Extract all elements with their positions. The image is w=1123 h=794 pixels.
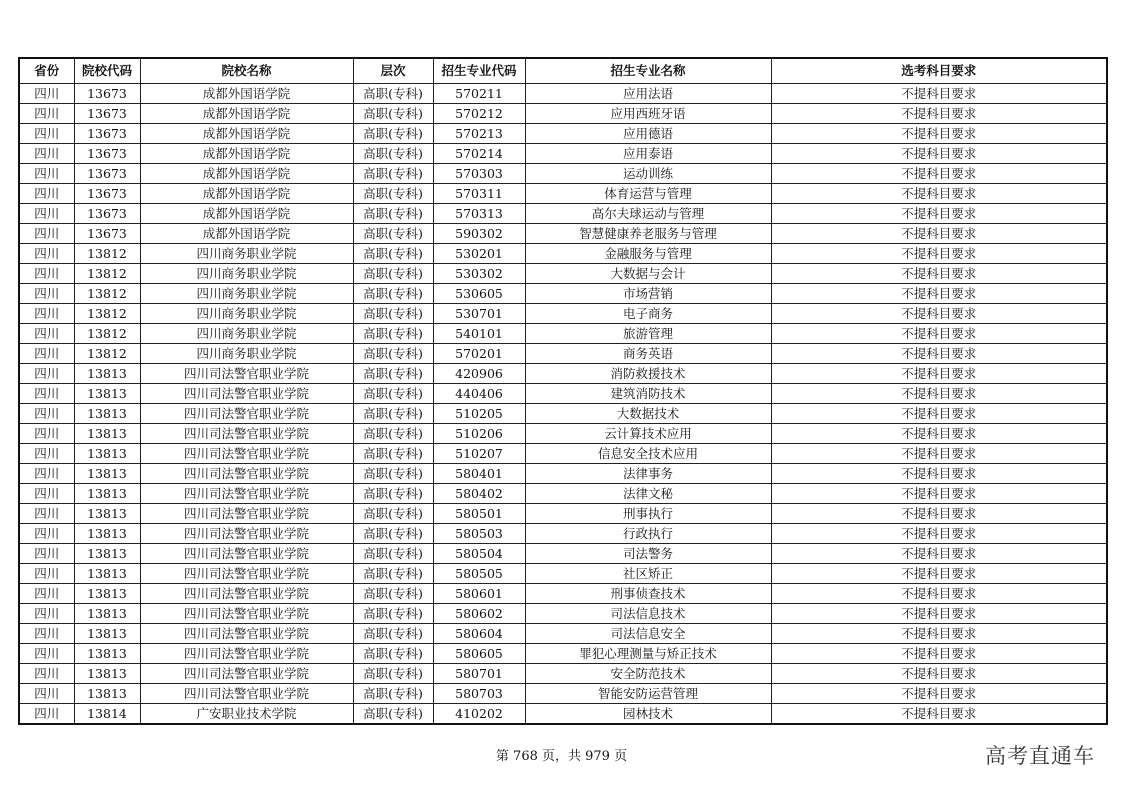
- cell-school-name: 四川司法警官职业学院: [140, 584, 353, 604]
- cell-major-code: 570213: [433, 124, 525, 144]
- header-major-code: 招生专业代码: [433, 58, 525, 84]
- cell-major-code: 580402: [433, 484, 525, 504]
- cell-major-code: 580504: [433, 544, 525, 564]
- cell-school-name: 广安职业技术学院: [140, 704, 353, 725]
- cell-school-code: 13813: [74, 664, 140, 684]
- cell-major-code: 530701: [433, 304, 525, 324]
- cell-major-code: 540101: [433, 324, 525, 344]
- cell-major-name: 旅游管理: [525, 324, 771, 344]
- cell-subject-requirement: 不提科目要求: [771, 544, 1107, 564]
- cell-level: 高职(专科): [353, 424, 433, 444]
- cell-subject-requirement: 不提科目要求: [771, 164, 1107, 184]
- cell-subject-requirement: 不提科目要求: [771, 84, 1107, 104]
- cell-major-code: 440406: [433, 384, 525, 404]
- cell-level: 高职(专科): [353, 324, 433, 344]
- cell-subject-requirement: 不提科目要求: [771, 264, 1107, 284]
- cell-school-code: 13813: [74, 544, 140, 564]
- cell-major-name: 刑事执行: [525, 504, 771, 524]
- table-row: [19, 264, 1107, 284]
- cell-province: 四川: [19, 264, 74, 284]
- cell-province: 四川: [19, 404, 74, 424]
- cell-subject-requirement: 不提科目要求: [771, 204, 1107, 224]
- cell-level: 高职(专科): [353, 344, 433, 364]
- cell-school-code: 13673: [74, 184, 140, 204]
- cell-school-name: 四川司法警官职业学院: [140, 644, 353, 664]
- cell-subject-requirement: 不提科目要求: [771, 664, 1107, 684]
- cell-school-name: 四川司法警官职业学院: [140, 404, 353, 424]
- cell-major-name: 信息安全技术应用: [525, 444, 771, 464]
- cell-province: 四川: [19, 504, 74, 524]
- cell-level: 高职(专科): [353, 664, 433, 684]
- table-row: [19, 384, 1107, 404]
- cell-province: 四川: [19, 124, 74, 144]
- cell-major-code: 580602: [433, 604, 525, 624]
- cell-subject-requirement: 不提科目要求: [771, 584, 1107, 604]
- table-row: [19, 124, 1107, 144]
- cell-major-name: 智慧健康养老服务与管理: [525, 224, 771, 244]
- cell-major-code: 510206: [433, 424, 525, 444]
- table-row: [19, 604, 1107, 624]
- cell-school-code: 13673: [74, 204, 140, 224]
- cell-school-name: 四川司法警官职业学院: [140, 504, 353, 524]
- cell-school-name: 四川司法警官职业学院: [140, 524, 353, 544]
- cell-school-code: 13812: [74, 324, 140, 344]
- header-subject-requirement: 选考科目要求: [771, 58, 1107, 84]
- cell-province: 四川: [19, 624, 74, 644]
- cell-school-name: 四川司法警官职业学院: [140, 664, 353, 684]
- cell-level: 高职(专科): [353, 464, 433, 484]
- cell-province: 四川: [19, 484, 74, 504]
- cell-major-name: 应用泰语: [525, 144, 771, 164]
- cell-level: 高职(专科): [353, 524, 433, 544]
- table-row: [19, 244, 1107, 264]
- table-row: [19, 624, 1107, 644]
- cell-level: 高职(专科): [353, 384, 433, 404]
- cell-school-code: 13813: [74, 484, 140, 504]
- table-row: [19, 404, 1107, 424]
- cell-level: 高职(专科): [353, 404, 433, 424]
- cell-school-name: 四川司法警官职业学院: [140, 424, 353, 444]
- cell-school-code: 13813: [74, 644, 140, 664]
- cell-school-name: 四川司法警官职业学院: [140, 604, 353, 624]
- cell-school-name: 四川司法警官职业学院: [140, 544, 353, 564]
- cell-major-code: 580605: [433, 644, 525, 664]
- cell-subject-requirement: 不提科目要求: [771, 524, 1107, 544]
- cell-school-code: 13812: [74, 284, 140, 304]
- table-row: [19, 364, 1107, 384]
- header-level: 层次: [353, 58, 433, 84]
- cell-province: 四川: [19, 324, 74, 344]
- cell-school-code: 13813: [74, 444, 140, 464]
- cell-major-code: 530302: [433, 264, 525, 284]
- cell-subject-requirement: 不提科目要求: [771, 444, 1107, 464]
- cell-level: 高职(专科): [353, 84, 433, 104]
- cell-major-name: 建筑消防技术: [525, 384, 771, 404]
- table-row: [19, 424, 1107, 444]
- cell-subject-requirement: 不提科目要求: [771, 564, 1107, 584]
- cell-major-code: 570303: [433, 164, 525, 184]
- cell-subject-requirement: 不提科目要求: [771, 104, 1107, 124]
- cell-major-code: 410202: [433, 704, 525, 725]
- cell-level: 高职(专科): [353, 644, 433, 664]
- cell-major-name: 高尔夫球运动与管理: [525, 204, 771, 224]
- cell-province: 四川: [19, 444, 74, 464]
- cell-subject-requirement: 不提科目要求: [771, 704, 1107, 725]
- cell-subject-requirement: 不提科目要求: [771, 684, 1107, 704]
- cell-province: 四川: [19, 664, 74, 684]
- cell-school-name: 四川司法警官职业学院: [140, 684, 353, 704]
- cell-province: 四川: [19, 284, 74, 304]
- cell-level: 高职(专科): [353, 184, 433, 204]
- cell-major-code: 570201: [433, 344, 525, 364]
- cell-major-code: 580501: [433, 504, 525, 524]
- header-province: 省份: [19, 58, 74, 84]
- cell-subject-requirement: 不提科目要求: [771, 244, 1107, 264]
- cell-major-code: 510207: [433, 444, 525, 464]
- cell-level: 高职(专科): [353, 204, 433, 224]
- cell-province: 四川: [19, 244, 74, 264]
- cell-province: 四川: [19, 204, 74, 224]
- cell-school-code: 13673: [74, 124, 140, 144]
- admissions-table: [18, 57, 1108, 725]
- cell-level: 高职(专科): [353, 244, 433, 264]
- cell-major-name: 法律事务: [525, 464, 771, 484]
- cell-province: 四川: [19, 344, 74, 364]
- cell-major-name: 消防救援技术: [525, 364, 771, 384]
- cell-school-name: 四川商务职业学院: [140, 244, 353, 264]
- cell-school-name: 四川司法警官职业学院: [140, 564, 353, 584]
- cell-school-name: 成都外国语学院: [140, 84, 353, 104]
- cell-level: 高职(专科): [353, 444, 433, 464]
- cell-school-code: 13813: [74, 404, 140, 424]
- table-row: [19, 524, 1107, 544]
- cell-school-name: 成都外国语学院: [140, 204, 353, 224]
- table-row: [19, 304, 1107, 324]
- table-row: [19, 644, 1107, 664]
- cell-level: 高职(专科): [353, 304, 433, 324]
- cell-major-name: 司法信息安全: [525, 624, 771, 644]
- cell-school-code: 13673: [74, 164, 140, 184]
- cell-school-name: 四川司法警官职业学院: [140, 464, 353, 484]
- cell-school-name: 四川商务职业学院: [140, 304, 353, 324]
- cell-school-name: 四川司法警官职业学院: [140, 364, 353, 384]
- cell-major-name: 大数据与会计: [525, 264, 771, 284]
- cell-major-name: 罪犯心理测量与矫正技术: [525, 644, 771, 664]
- cell-major-name: 刑事侦查技术: [525, 584, 771, 604]
- cell-level: 高职(专科): [353, 544, 433, 564]
- table-row: [19, 324, 1107, 344]
- cell-province: 四川: [19, 544, 74, 564]
- cell-province: 四川: [19, 524, 74, 544]
- cell-school-name: 成都外国语学院: [140, 124, 353, 144]
- table-row: [19, 184, 1107, 204]
- table-body: [19, 84, 1107, 725]
- cell-school-name: 四川商务职业学院: [140, 264, 353, 284]
- cell-major-code: 570311: [433, 184, 525, 204]
- cell-province: 四川: [19, 464, 74, 484]
- header-school-code: 院校代码: [74, 58, 140, 84]
- cell-subject-requirement: 不提科目要求: [771, 484, 1107, 504]
- cell-school-code: 13813: [74, 684, 140, 704]
- cell-major-name: 体育运营与管理: [525, 184, 771, 204]
- cell-school-code: 13813: [74, 564, 140, 584]
- cell-subject-requirement: 不提科目要求: [771, 624, 1107, 644]
- cell-school-name: 四川司法警官职业学院: [140, 384, 353, 404]
- cell-school-name: 成都外国语学院: [140, 164, 353, 184]
- cell-major-name: 应用西班牙语: [525, 104, 771, 124]
- cell-major-name: 金融服务与管理: [525, 244, 771, 264]
- cell-major-name: 应用德语: [525, 124, 771, 144]
- cell-school-code: 13814: [74, 704, 140, 725]
- cell-major-name: 行政执行: [525, 524, 771, 544]
- cell-province: 四川: [19, 184, 74, 204]
- cell-level: 高职(专科): [353, 224, 433, 244]
- cell-major-name: 商务英语: [525, 344, 771, 364]
- cell-level: 高职(专科): [353, 104, 433, 124]
- cell-school-name: 成都外国语学院: [140, 104, 353, 124]
- cell-school-code: 13813: [74, 584, 140, 604]
- cell-school-code: 13673: [74, 104, 140, 124]
- cell-major-code: 590302: [433, 224, 525, 244]
- cell-province: 四川: [19, 144, 74, 164]
- cell-major-name: 运动训练: [525, 164, 771, 184]
- cell-province: 四川: [19, 364, 74, 384]
- cell-province: 四川: [19, 604, 74, 624]
- cell-level: 高职(专科): [353, 584, 433, 604]
- cell-school-code: 13812: [74, 304, 140, 324]
- cell-school-name: 成都外国语学院: [140, 224, 353, 244]
- cell-school-name: 四川商务职业学院: [140, 324, 353, 344]
- cell-subject-requirement: 不提科目要求: [771, 604, 1107, 624]
- cell-level: 高职(专科): [353, 364, 433, 384]
- cell-province: 四川: [19, 584, 74, 604]
- cell-major-name: 市场营销: [525, 284, 771, 304]
- table-row: [19, 704, 1107, 725]
- cell-major-code: 580701: [433, 664, 525, 684]
- table-row: [19, 204, 1107, 224]
- cell-major-name: 社区矫正: [525, 564, 771, 584]
- cell-subject-requirement: 不提科目要求: [771, 644, 1107, 664]
- cell-subject-requirement: 不提科目要求: [771, 344, 1107, 364]
- table-row: [19, 444, 1107, 464]
- cell-province: 四川: [19, 224, 74, 244]
- table-row: [19, 344, 1107, 364]
- cell-subject-requirement: 不提科目要求: [771, 324, 1107, 344]
- cell-subject-requirement: 不提科目要求: [771, 124, 1107, 144]
- table-row: [19, 584, 1107, 604]
- table-row: [19, 564, 1107, 584]
- table-row: [19, 664, 1107, 684]
- cell-subject-requirement: 不提科目要求: [771, 184, 1107, 204]
- table-row: [19, 164, 1107, 184]
- cell-school-code: 13673: [74, 224, 140, 244]
- cell-school-name: 四川司法警官职业学院: [140, 624, 353, 644]
- table-row: [19, 84, 1107, 104]
- header-row: [19, 58, 1107, 84]
- cell-subject-requirement: 不提科目要求: [771, 284, 1107, 304]
- cell-subject-requirement: 不提科目要求: [771, 404, 1107, 424]
- cell-major-name: 司法警务: [525, 544, 771, 564]
- cell-subject-requirement: 不提科目要求: [771, 424, 1107, 444]
- cell-major-name: 应用法语: [525, 84, 771, 104]
- cell-school-code: 13813: [74, 364, 140, 384]
- table-row: [19, 684, 1107, 704]
- cell-school-code: 13813: [74, 604, 140, 624]
- cell-province: 四川: [19, 104, 74, 124]
- cell-major-code: 580703: [433, 684, 525, 704]
- cell-level: 高职(专科): [353, 144, 433, 164]
- cell-province: 四川: [19, 424, 74, 444]
- cell-major-code: 580401: [433, 464, 525, 484]
- cell-school-name: 四川商务职业学院: [140, 284, 353, 304]
- table-row: [19, 284, 1107, 304]
- table-row: [19, 144, 1107, 164]
- cell-school-code: 13813: [74, 464, 140, 484]
- table-row: [19, 484, 1107, 504]
- cell-school-code: 13812: [74, 244, 140, 264]
- cell-level: 高职(专科): [353, 264, 433, 284]
- cell-major-name: 安全防范技术: [525, 664, 771, 684]
- cell-school-code: 13812: [74, 344, 140, 364]
- cell-school-code: 13673: [74, 144, 140, 164]
- cell-province: 四川: [19, 704, 74, 725]
- cell-province: 四川: [19, 84, 74, 104]
- cell-province: 四川: [19, 644, 74, 664]
- cell-province: 四川: [19, 304, 74, 324]
- cell-level: 高职(专科): [353, 504, 433, 524]
- cell-school-code: 13813: [74, 424, 140, 444]
- cell-level: 高职(专科): [353, 484, 433, 504]
- cell-school-name: 成都外国语学院: [140, 144, 353, 164]
- cell-subject-requirement: 不提科目要求: [771, 304, 1107, 324]
- cell-major-code: 580505: [433, 564, 525, 584]
- cell-school-name: 四川司法警官职业学院: [140, 444, 353, 464]
- watermark-logo: 高考直通车: [985, 744, 1095, 768]
- cell-level: 高职(专科): [353, 704, 433, 725]
- cell-level: 高职(专科): [353, 284, 433, 304]
- page-number: 第 768 页，共 979 页: [495, 749, 628, 764]
- cell-major-code: 580601: [433, 584, 525, 604]
- cell-major-name: 电子商务: [525, 304, 771, 324]
- cell-major-code: 510205: [433, 404, 525, 424]
- cell-major-name: 大数据技术: [525, 404, 771, 424]
- cell-major-code: 530605: [433, 284, 525, 304]
- table-row: [19, 464, 1107, 484]
- cell-major-code: 570313: [433, 204, 525, 224]
- cell-school-code: 13673: [74, 84, 140, 104]
- cell-major-name: 智能安防运营管理: [525, 684, 771, 704]
- cell-major-name: 云计算技术应用: [525, 424, 771, 444]
- cell-major-name: 司法信息技术: [525, 604, 771, 624]
- cell-school-code: 13813: [74, 384, 140, 404]
- header-school-name: 院校名称: [140, 58, 353, 84]
- cell-school-code: 13813: [74, 524, 140, 544]
- cell-level: 高职(专科): [353, 604, 433, 624]
- cell-major-code: 420906: [433, 364, 525, 384]
- cell-level: 高职(专科): [353, 164, 433, 184]
- cell-level: 高职(专科): [353, 624, 433, 644]
- cell-subject-requirement: 不提科目要求: [771, 504, 1107, 524]
- cell-province: 四川: [19, 384, 74, 404]
- cell-subject-requirement: 不提科目要求: [771, 384, 1107, 404]
- cell-subject-requirement: 不提科目要求: [771, 364, 1107, 384]
- table-row: [19, 544, 1107, 564]
- cell-major-code: 570214: [433, 144, 525, 164]
- cell-level: 高职(专科): [353, 564, 433, 584]
- cell-subject-requirement: 不提科目要求: [771, 144, 1107, 164]
- table-row: [19, 224, 1107, 244]
- cell-school-code: 13812: [74, 264, 140, 284]
- cell-school-name: 四川商务职业学院: [140, 344, 353, 364]
- cell-major-name: 法律文秘: [525, 484, 771, 504]
- cell-major-code: 580604: [433, 624, 525, 644]
- cell-province: 四川: [19, 564, 74, 584]
- cell-subject-requirement: 不提科目要求: [771, 464, 1107, 484]
- cell-major-code: 570212: [433, 104, 525, 124]
- table-row: [19, 504, 1107, 524]
- cell-major-code: 570211: [433, 84, 525, 104]
- cell-level: 高职(专科): [353, 684, 433, 704]
- header-major-name: 招生专业名称: [525, 58, 771, 84]
- cell-school-code: 13813: [74, 504, 140, 524]
- cell-level: 高职(专科): [353, 124, 433, 144]
- cell-province: 四川: [19, 164, 74, 184]
- cell-major-code: 530201: [433, 244, 525, 264]
- cell-major-name: 园林技术: [525, 704, 771, 725]
- cell-school-name: 成都外国语学院: [140, 184, 353, 204]
- cell-major-code: 580503: [433, 524, 525, 544]
- cell-subject-requirement: 不提科目要求: [771, 224, 1107, 244]
- table-row: [19, 104, 1107, 124]
- cell-school-code: 13813: [74, 624, 140, 644]
- cell-province: 四川: [19, 684, 74, 704]
- cell-school-name: 四川司法警官职业学院: [140, 484, 353, 504]
